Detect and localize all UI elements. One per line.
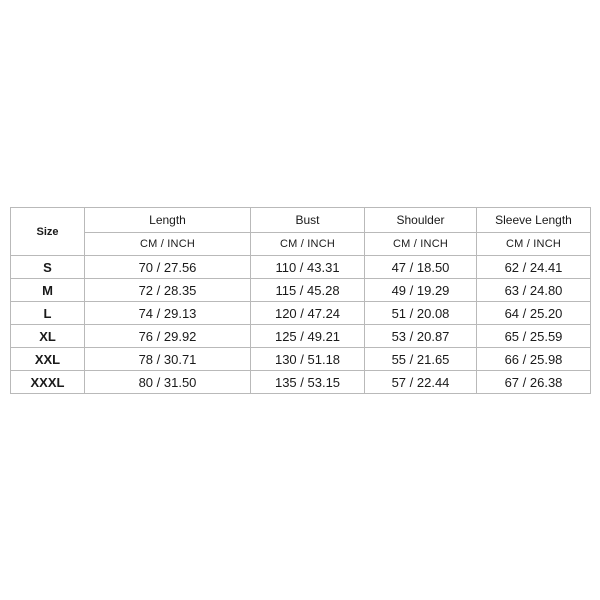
length-cell: 72 / 28.35 [85, 279, 251, 302]
table-row [11, 256, 591, 279]
size-chart-table [10, 207, 591, 394]
size-cell: XL [11, 325, 85, 348]
sleeve-length-cell: 63 / 24.80 [477, 279, 591, 302]
length-cell: 80 / 31.50 [85, 371, 251, 394]
length-cell: 70 / 27.56 [85, 256, 251, 279]
table-row [11, 325, 591, 348]
table-row [11, 348, 591, 371]
length-unit-label: CM / INCH [85, 233, 251, 256]
shoulder-cell: 49 / 19.29 [365, 279, 477, 302]
length-cell: 78 / 30.71 [85, 348, 251, 371]
sleeve-length-cell: 67 / 26.38 [477, 371, 591, 394]
sleeve-length-unit-label: CM / INCH [477, 233, 591, 256]
bust-cell: 110 / 43.31 [251, 256, 365, 279]
sleeve-length-cell: 62 / 24.41 [477, 256, 591, 279]
shoulder-cell: 57 / 22.44 [365, 371, 477, 394]
table-row [11, 371, 591, 394]
shoulder-cell: 51 / 20.08 [365, 302, 477, 325]
bust-unit-label: CM / INCH [251, 233, 365, 256]
shoulder-unit-label: CM / INCH [365, 233, 477, 256]
sleeve-length-cell: 65 / 25.59 [477, 325, 591, 348]
bust-column-header: Bust [251, 208, 365, 233]
table-unit-row [11, 233, 591, 256]
size-cell: L [11, 302, 85, 325]
shoulder-cell: 53 / 20.87 [365, 325, 477, 348]
length-cell: 74 / 29.13 [85, 302, 251, 325]
table-header-row [11, 208, 591, 233]
size-column-header: Size [11, 208, 85, 256]
shoulder-column-header: Shoulder [365, 208, 477, 233]
sleeve-length-column-header: Sleeve Length [477, 208, 591, 233]
length-cell: 76 / 29.92 [85, 325, 251, 348]
size-cell: M [11, 279, 85, 302]
length-column-header: Length [85, 208, 251, 233]
shoulder-cell: 55 / 21.65 [365, 348, 477, 371]
bust-cell: 130 / 51.18 [251, 348, 365, 371]
table-row [11, 279, 591, 302]
sleeve-length-cell: 66 / 25.98 [477, 348, 591, 371]
bust-cell: 135 / 53.15 [251, 371, 365, 394]
table-row [11, 302, 591, 325]
size-cell: XXL [11, 348, 85, 371]
shoulder-cell: 47 / 18.50 [365, 256, 477, 279]
bust-cell: 120 / 47.24 [251, 302, 365, 325]
bust-cell: 125 / 49.21 [251, 325, 365, 348]
sleeve-length-cell: 64 / 25.20 [477, 302, 591, 325]
size-cell: XXXL [11, 371, 85, 394]
size-cell: S [11, 256, 85, 279]
bust-cell: 115 / 45.28 [251, 279, 365, 302]
